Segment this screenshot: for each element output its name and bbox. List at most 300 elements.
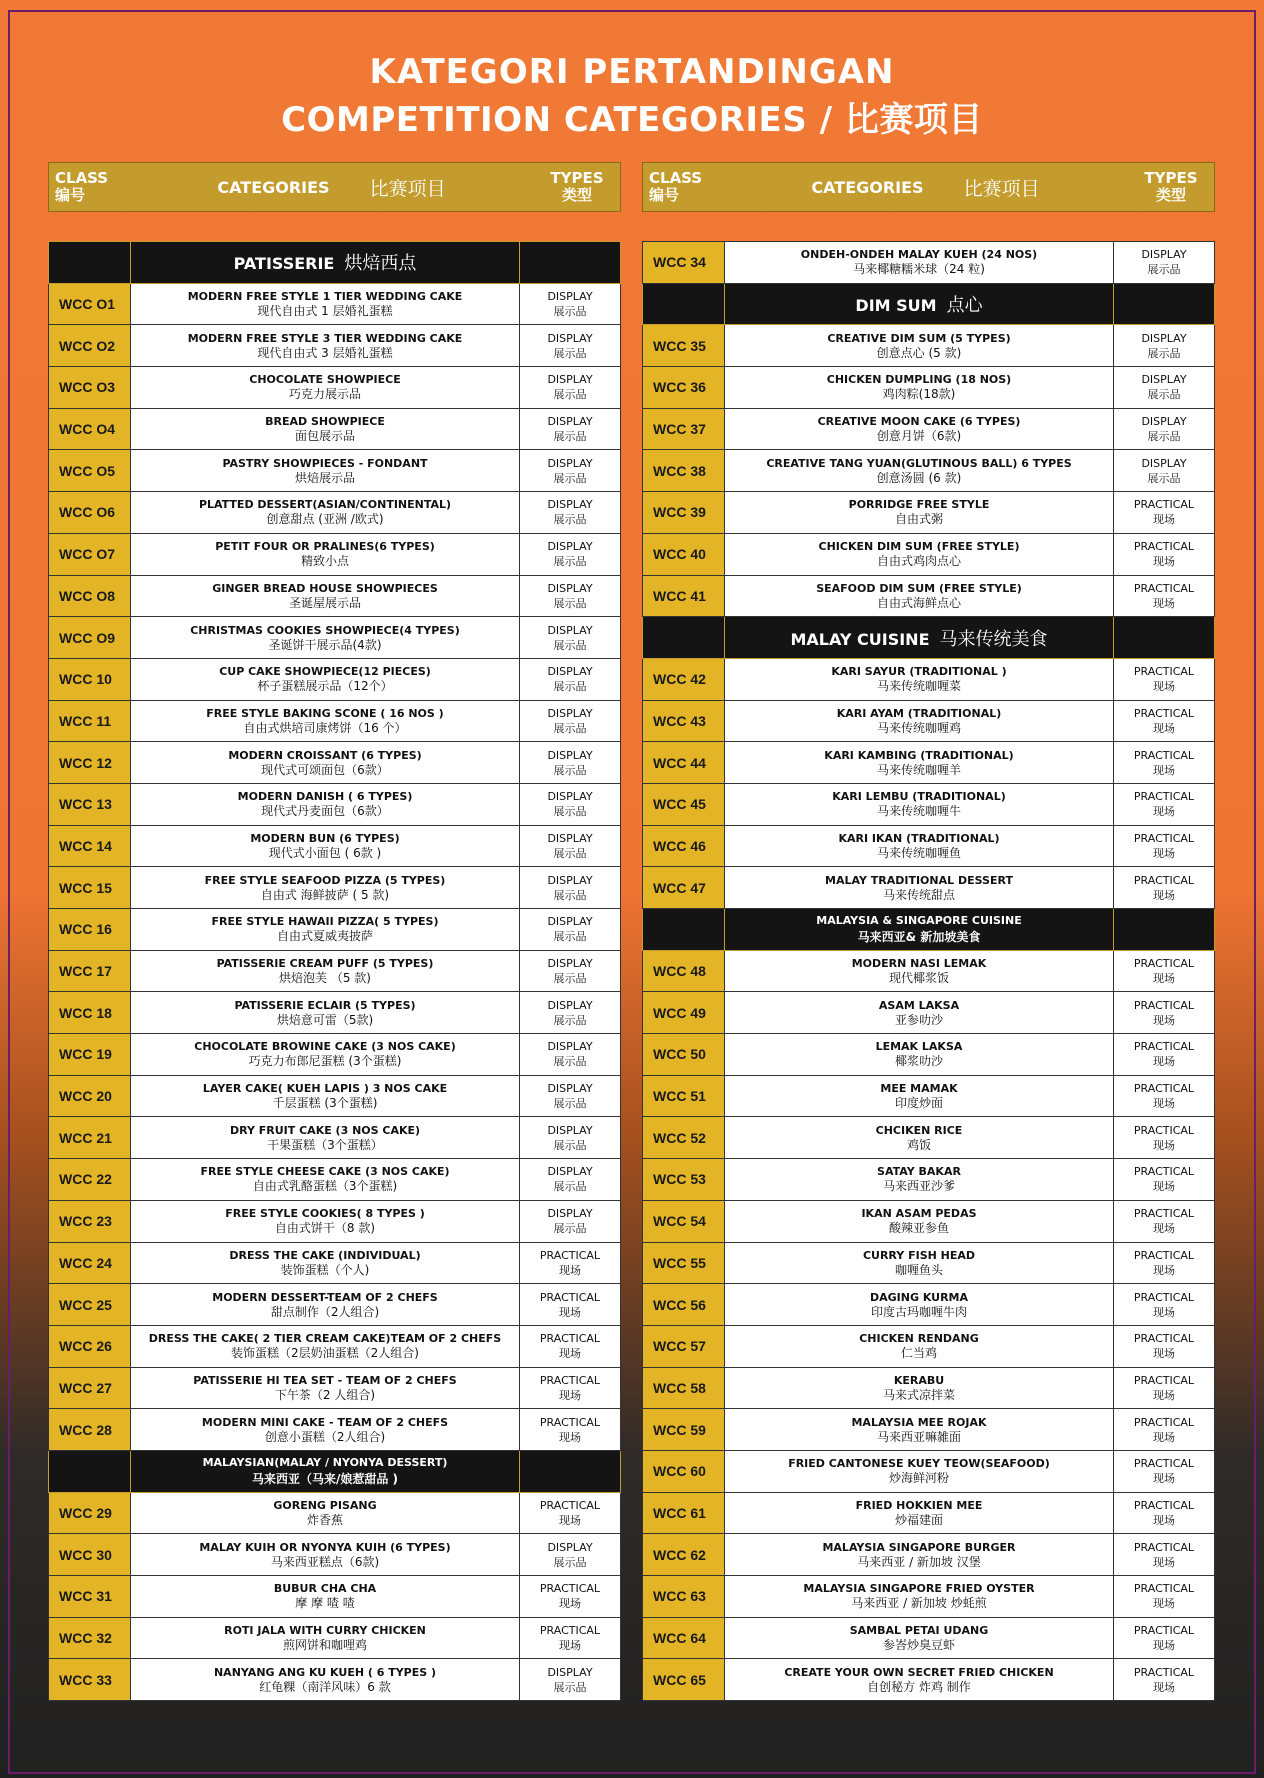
class-code: WCC 44 [643, 742, 725, 784]
table-row [643, 1325, 1215, 1367]
class-code: WCC 59 [643, 1409, 725, 1451]
table-row [643, 1576, 1215, 1618]
category-name-en: MODERN FREE STYLE 3 TIER WEDDING CAKE [187, 331, 463, 345]
type-zh: 展示品 [553, 305, 587, 319]
type-en: DISPLAY [547, 290, 593, 304]
class-code: WCC 55 [643, 1242, 725, 1284]
type-zh: 现场 [1153, 555, 1175, 569]
category-cell [131, 450, 520, 492]
type-cell [1114, 1117, 1215, 1159]
type-cell [520, 825, 621, 867]
type-zh: 展示品 [553, 471, 587, 485]
type-zh: 展示品 [553, 1555, 587, 1569]
category-cell [725, 242, 1114, 284]
category-cell [725, 700, 1114, 742]
category-cell [131, 408, 520, 450]
table-row [643, 783, 1215, 825]
class-code: WCC 49 [643, 992, 725, 1034]
table-row [49, 1034, 621, 1076]
type-en: PRACTICAL [1133, 1290, 1195, 1304]
type-zh: 现场 [1153, 1138, 1175, 1152]
category-cell [725, 1242, 1114, 1284]
category-name-zh: 装饰蛋糕（个人) [280, 1262, 370, 1277]
section-header-row [49, 242, 621, 284]
section-title-en: DIM SUM [855, 296, 937, 316]
category-cell [131, 325, 520, 367]
type-cell [520, 1159, 621, 1201]
section-blank-cell [1114, 617, 1215, 659]
class-header-zh: 编号 [55, 186, 86, 204]
class-code: WCC 43 [643, 700, 725, 742]
class-code: WCC 63 [643, 1576, 725, 1618]
class-code: WCC 62 [643, 1534, 725, 1576]
section-title-en: MALAYSIA & SINGAPORE CUISINE [816, 914, 1022, 928]
category-name-zh: 装饰蛋糕（2层奶油蛋糕（2人组合) [231, 1346, 419, 1361]
type-zh: 现场 [1153, 1597, 1175, 1611]
types-header [534, 170, 620, 204]
type-zh: 展示品 [553, 1138, 587, 1152]
section-blank-cell [643, 283, 725, 325]
type-en: PRACTICAL [1133, 1498, 1195, 1512]
category-cell [131, 1075, 520, 1117]
type-cell [520, 575, 621, 617]
type-en: DISPLAY [1141, 331, 1187, 345]
category-cell [725, 325, 1114, 367]
type-zh: 现场 [1153, 1472, 1175, 1486]
category-name-zh: 自由式夏威夷披萨 [276, 929, 373, 944]
table-row [643, 450, 1215, 492]
category-name-zh: 圣诞饼干展示品(4款) [268, 637, 382, 652]
table-row [49, 1534, 621, 1576]
type-zh: 现场 [1153, 1639, 1175, 1653]
type-cell [520, 1534, 621, 1576]
type-en: PRACTICAL [1133, 1540, 1195, 1554]
class-code: WCC 10 [49, 658, 131, 700]
type-zh: 展示品 [1147, 388, 1181, 402]
category-name-en: FREE STYLE COOKIES( 8 TYPES ) [225, 1207, 425, 1221]
type-zh: 现场 [1153, 1680, 1175, 1694]
type-cell [520, 783, 621, 825]
categories-header [129, 174, 534, 201]
section-blank-cell [49, 242, 131, 284]
category-name-en: CHICKEN RENDANG [859, 1332, 979, 1346]
type-en: DISPLAY [547, 873, 593, 887]
table-row [49, 1284, 621, 1326]
category-name-zh: 马来传统咖喱菜 [876, 679, 961, 694]
type-cell [520, 1075, 621, 1117]
type-zh: 现场 [559, 1305, 581, 1319]
type-cell [520, 1034, 621, 1076]
table-row [643, 1492, 1215, 1534]
category-name-en: DRESS THE CAKE( 2 TIER CREAM CAKE)TEAM OF 2 CHEFS [148, 1332, 502, 1346]
table-row [49, 825, 621, 867]
table-row [49, 1200, 621, 1242]
type-cell [1114, 950, 1215, 992]
category-name-zh: 马来西亚糕点（6款) [270, 1554, 380, 1569]
type-zh: 展示品 [553, 430, 587, 444]
type-en: PRACTICAL [1133, 1582, 1195, 1596]
type-cell [1114, 1242, 1215, 1284]
category-name-en: CHICKEN DIM SUM (FREE STYLE) [818, 540, 1020, 554]
type-cell [1114, 783, 1215, 825]
type-zh: 现场 [1153, 680, 1175, 694]
category-name-zh: 印度古玛咖喱牛肉 [870, 1304, 967, 1319]
type-zh: 展示品 [553, 846, 587, 860]
category-name-en: KARI KAMBING (TRADITIONAL) [824, 748, 1014, 762]
category-name-zh: 马来传统咖喱鸡 [876, 720, 961, 735]
category-cell [725, 367, 1114, 409]
class-code: WCC 33 [49, 1659, 131, 1701]
category-name-en: FREE STYLE HAWAII PIZZA( 5 TYPES) [211, 915, 439, 929]
type-zh: 现场 [1153, 1222, 1175, 1236]
type-en: DISPLAY [547, 665, 593, 679]
type-en: DISPLAY [547, 540, 593, 554]
class-code: WCC 16 [49, 909, 131, 951]
type-en: DISPLAY [1141, 415, 1187, 429]
type-cell [1114, 742, 1215, 784]
category-name-zh: 面包展示品 [294, 429, 355, 444]
table-row [643, 1409, 1215, 1451]
type-cell [1114, 1284, 1215, 1326]
category-name-zh: 鸡肉粽(18款) [882, 387, 956, 402]
section-blank-cell [49, 1450, 131, 1492]
category-name-zh: 马来式凉拌菜 [882, 1387, 955, 1402]
section-blank-cell [643, 617, 725, 659]
type-en: DISPLAY [1141, 456, 1187, 470]
type-zh: 现场 [1153, 1097, 1175, 1111]
class-code: WCC 65 [643, 1659, 725, 1701]
type-cell [520, 1617, 621, 1659]
type-en: PRACTICAL [1133, 1415, 1195, 1429]
type-en: PRACTICAL [539, 1290, 601, 1304]
table-row [643, 367, 1215, 409]
page-title-english-chinese: COMPETITION CATEGORIES / 比赛项目 [281, 100, 983, 140]
type-cell [520, 700, 621, 742]
category-cell [725, 950, 1114, 992]
left-table-header [48, 162, 621, 212]
category-name-en: SATAY BAKAR [877, 1165, 961, 1179]
category-name-zh: 千层蛋糕 (3个蛋糕) [272, 1096, 378, 1111]
table-row [643, 1034, 1215, 1076]
table-row [643, 1242, 1215, 1284]
table-row [643, 1117, 1215, 1159]
category-name-en: KARI LEMBU (TRADITIONAL) [832, 790, 1006, 804]
class-code: WCC 21 [49, 1117, 131, 1159]
category-cell [131, 992, 520, 1034]
types-header-zh: 类型 [561, 186, 592, 204]
table-row [643, 1534, 1215, 1576]
category-cell [131, 742, 520, 784]
category-cell [131, 1117, 520, 1159]
category-name-en: SAMBAL PETAI UDANG [849, 1624, 989, 1638]
class-code: WCC 50 [643, 1034, 725, 1076]
type-cell [1114, 867, 1215, 909]
class-code: WCC O4 [49, 408, 131, 450]
table-row [643, 742, 1215, 784]
type-zh: 展示品 [553, 1097, 587, 1111]
table-row [643, 408, 1215, 450]
class-code: WCC 27 [49, 1367, 131, 1409]
section-title-en: MALAYSIAN(MALAY / NYONYA DESSERT) [202, 1456, 448, 1470]
category-cell [131, 700, 520, 742]
type-zh: 展示品 [553, 1013, 587, 1027]
type-en: PRACTICAL [1133, 1207, 1195, 1221]
category-cell [725, 575, 1114, 617]
category-name-zh: 自创秘方 炸鸡 制作 [867, 1679, 971, 1694]
type-en: PRACTICAL [539, 1248, 601, 1262]
type-zh: 现场 [1153, 596, 1175, 610]
table-row [643, 242, 1215, 284]
category-cell [725, 992, 1114, 1034]
table-row [643, 992, 1215, 1034]
type-cell [1114, 408, 1215, 450]
category-name-en: DRY FRUIT CAKE (3 NOS CAKE) [229, 1123, 421, 1137]
type-cell [1114, 1159, 1215, 1201]
table-row [643, 825, 1215, 867]
type-en: DISPLAY [547, 1040, 593, 1054]
category-name-en: CREATIVE MOON CAKE (6 TYPES) [817, 415, 1021, 429]
category-name-zh: 现代式丹麦面包（6款） [261, 804, 389, 819]
category-name-zh: 干果蛋糕（3个蛋糕） [267, 1137, 383, 1152]
table-row [49, 1576, 621, 1618]
section-title [131, 1450, 520, 1492]
category-name-zh: 酸辣亚参鱼 [888, 1221, 949, 1236]
table-row [49, 617, 621, 659]
category-cell [725, 1117, 1114, 1159]
type-cell [1114, 1200, 1215, 1242]
type-cell [1114, 1617, 1215, 1659]
section-blank-cell [520, 242, 621, 284]
type-zh: 现场 [1153, 513, 1175, 527]
category-cell [725, 1325, 1114, 1367]
type-en: DISPLAY [547, 1665, 593, 1679]
class-code: WCC 15 [49, 867, 131, 909]
class-code: WCC 31 [49, 1576, 131, 1618]
section-title [725, 909, 1114, 951]
type-en: PRACTICAL [1133, 1665, 1195, 1679]
type-cell [1114, 533, 1215, 575]
section-blank-cell [643, 909, 725, 951]
type-cell [1114, 1534, 1215, 1576]
class-header [643, 170, 723, 204]
type-zh: 展示品 [553, 1680, 587, 1694]
type-cell [520, 1242, 621, 1284]
category-name-en: LEMAK LAKSA [875, 1040, 963, 1054]
category-name-en: LAYER CAKE( KUEH LAPIS ) 3 NOS CAKE [202, 1082, 448, 1096]
table-row [49, 783, 621, 825]
section-header-row [49, 1450, 621, 1492]
category-name-zh: 创意月饼（6款) [876, 429, 962, 444]
category-name-zh: 亚参叻沙 [894, 1012, 943, 1027]
type-en: PRACTICAL [1133, 998, 1195, 1012]
category-name-en: GINGER BREAD HOUSE SHOWPIECES [212, 581, 438, 595]
category-name-en: MODERN DESSERT-TEAM OF 2 CHEFS [212, 1290, 438, 1304]
type-zh: 现场 [559, 1430, 581, 1444]
type-zh: 展示品 [1147, 471, 1181, 485]
table-row [49, 408, 621, 450]
type-zh: 展示品 [553, 721, 587, 735]
type-en: PRACTICAL [1133, 581, 1195, 595]
section-title-zh: 马来西亚& 新加坡美食 [857, 930, 981, 945]
category-cell [131, 1659, 520, 1701]
type-en: PRACTICAL [539, 1332, 601, 1346]
type-zh: 展示品 [553, 680, 587, 694]
category-cell [131, 1284, 520, 1326]
category-cell [131, 1200, 520, 1242]
type-cell [1114, 700, 1215, 742]
category-cell [725, 1034, 1114, 1076]
category-name-en: MODERN DANISH ( 6 TYPES) [237, 790, 413, 804]
type-en: PRACTICAL [1133, 790, 1195, 804]
category-name-en: PATISSERIE HI TEA SET - TEAM OF 2 CHEFS [193, 1373, 457, 1387]
type-cell [520, 1367, 621, 1409]
category-name-zh: 自由式烘培司康烤饼（16 个） [243, 720, 407, 735]
type-en: PRACTICAL [1133, 1332, 1195, 1346]
section-title [725, 617, 1114, 659]
class-code: WCC 58 [643, 1367, 725, 1409]
table-row [49, 1325, 621, 1367]
table-row [49, 367, 621, 409]
category-cell [131, 533, 520, 575]
category-cell [131, 658, 520, 700]
type-zh: 展示品 [553, 1055, 587, 1069]
type-zh: 现场 [1153, 721, 1175, 735]
table-row [643, 575, 1215, 617]
type-cell [520, 992, 621, 1034]
table-row [49, 742, 621, 784]
type-en: PRACTICAL [1133, 873, 1195, 887]
type-zh: 现场 [1153, 1430, 1175, 1444]
table-row [49, 450, 621, 492]
class-code: WCC 38 [643, 450, 725, 492]
type-zh: 现场 [1153, 1263, 1175, 1277]
type-en: DISPLAY [547, 831, 593, 845]
class-code: WCC O8 [49, 575, 131, 617]
table-row [643, 700, 1215, 742]
category-name-en: MALAY TRADITIONAL DESSERT [825, 873, 1013, 887]
category-cell [725, 450, 1114, 492]
category-name-zh: 杯子蛋糕展示品（12个） [257, 679, 393, 694]
category-name-en: PORRIDGE FREE STYLE [848, 498, 990, 512]
category-name-zh: 马来传统咖喱羊 [876, 762, 961, 777]
right-category-table [642, 241, 1215, 1701]
category-cell [725, 492, 1114, 534]
class-code: WCC 57 [643, 1325, 725, 1367]
type-en: PRACTICAL [1133, 957, 1195, 971]
type-en: PRACTICAL [1133, 1373, 1195, 1387]
table-row [643, 1159, 1215, 1201]
type-cell [520, 367, 621, 409]
types-header [1128, 170, 1214, 204]
type-zh: 现场 [1153, 888, 1175, 902]
category-name-en: MALAY KUIH OR NYONYA KUIH (6 TYPES) [199, 1540, 451, 1554]
category-name-zh: 马来传统咖喱牛 [876, 804, 961, 819]
category-cell [131, 617, 520, 659]
type-en: DISPLAY [547, 915, 593, 929]
class-code: WCC 30 [49, 1534, 131, 1576]
table-row [643, 658, 1215, 700]
type-zh: 现场 [559, 1639, 581, 1653]
category-cell [725, 658, 1114, 700]
category-name-en: KERABU [893, 1373, 945, 1387]
category-name-en: PATISSERIE ECLAIR (5 TYPES) [234, 998, 416, 1012]
category-name-en: DAGING KURMA [869, 1290, 969, 1304]
class-code: WCC O9 [49, 617, 131, 659]
table-row [49, 283, 621, 325]
type-en: DISPLAY [547, 581, 593, 595]
category-cell [131, 1159, 520, 1201]
section-title-zh: 马来传统美食 [939, 628, 1048, 650]
category-cell [725, 867, 1114, 909]
type-zh: 现场 [1153, 1305, 1175, 1319]
class-code: WCC O5 [49, 450, 131, 492]
category-name-zh: 巧克力展示品 [288, 387, 361, 402]
type-en: DISPLAY [547, 790, 593, 804]
class-code: WCC 52 [643, 1117, 725, 1159]
categories-header-en: CATEGORIES [811, 177, 924, 197]
type-en: PRACTICAL [1133, 1248, 1195, 1262]
type-zh: 现场 [1153, 1180, 1175, 1194]
category-name-zh: 甜点制作（2人组合) [270, 1304, 380, 1319]
category-name-en: CURRY FISH HEAD [862, 1248, 976, 1262]
type-en: PRACTICAL [1133, 748, 1195, 762]
table-row [49, 1659, 621, 1701]
type-zh: 现场 [1153, 805, 1175, 819]
class-code: WCC 28 [49, 1409, 131, 1451]
type-en: PRACTICAL [1133, 831, 1195, 845]
type-cell [1114, 492, 1215, 534]
type-en: PRACTICAL [1133, 1457, 1195, 1471]
type-en: DISPLAY [547, 1207, 593, 1221]
category-cell [725, 1450, 1114, 1492]
class-code: WCC 22 [49, 1159, 131, 1201]
category-name-zh: 烘焙泡芙 （5 款) [279, 971, 371, 986]
category-name-zh: 鸡饭 [906, 1137, 931, 1152]
table-row [643, 1367, 1215, 1409]
table-row [49, 1159, 621, 1201]
category-cell [131, 283, 520, 325]
type-en: DISPLAY [547, 998, 593, 1012]
table-row [49, 992, 621, 1034]
types-header-en: TYPES [550, 169, 604, 187]
table-row [49, 492, 621, 534]
category-cell [725, 783, 1114, 825]
class-code: WCC 17 [49, 950, 131, 992]
type-cell [1114, 1450, 1215, 1492]
category-name-en: MODERN BUN (6 TYPES) [250, 831, 400, 845]
category-name-en: NANYANG ANG KU KUEH ( 6 TYPES ) [213, 1665, 437, 1679]
class-code: WCC 53 [643, 1159, 725, 1201]
type-zh: 现场 [559, 1597, 581, 1611]
table-row [49, 533, 621, 575]
type-cell [520, 742, 621, 784]
category-cell [725, 408, 1114, 450]
section-title-zh: 烘焙西点 [344, 253, 417, 275]
category-name-zh: 下午茶（2 人组合) [274, 1387, 376, 1402]
type-en: PRACTICAL [539, 1415, 601, 1429]
types-header-en: TYPES [1144, 169, 1198, 187]
class-code: WCC 29 [49, 1492, 131, 1534]
category-name-en: MALAYSIA SINGAPORE BURGER [822, 1540, 1016, 1554]
category-name-zh: 印度炒面 [894, 1096, 943, 1111]
class-code: WCC O2 [49, 325, 131, 367]
category-cell [131, 1034, 520, 1076]
class-header-en: CLASS [55, 169, 109, 187]
type-cell [1114, 1034, 1215, 1076]
category-name-zh: 现代式小面包 ( 6款 ) [268, 845, 382, 860]
type-cell [520, 950, 621, 992]
section-header-row [643, 617, 1215, 659]
